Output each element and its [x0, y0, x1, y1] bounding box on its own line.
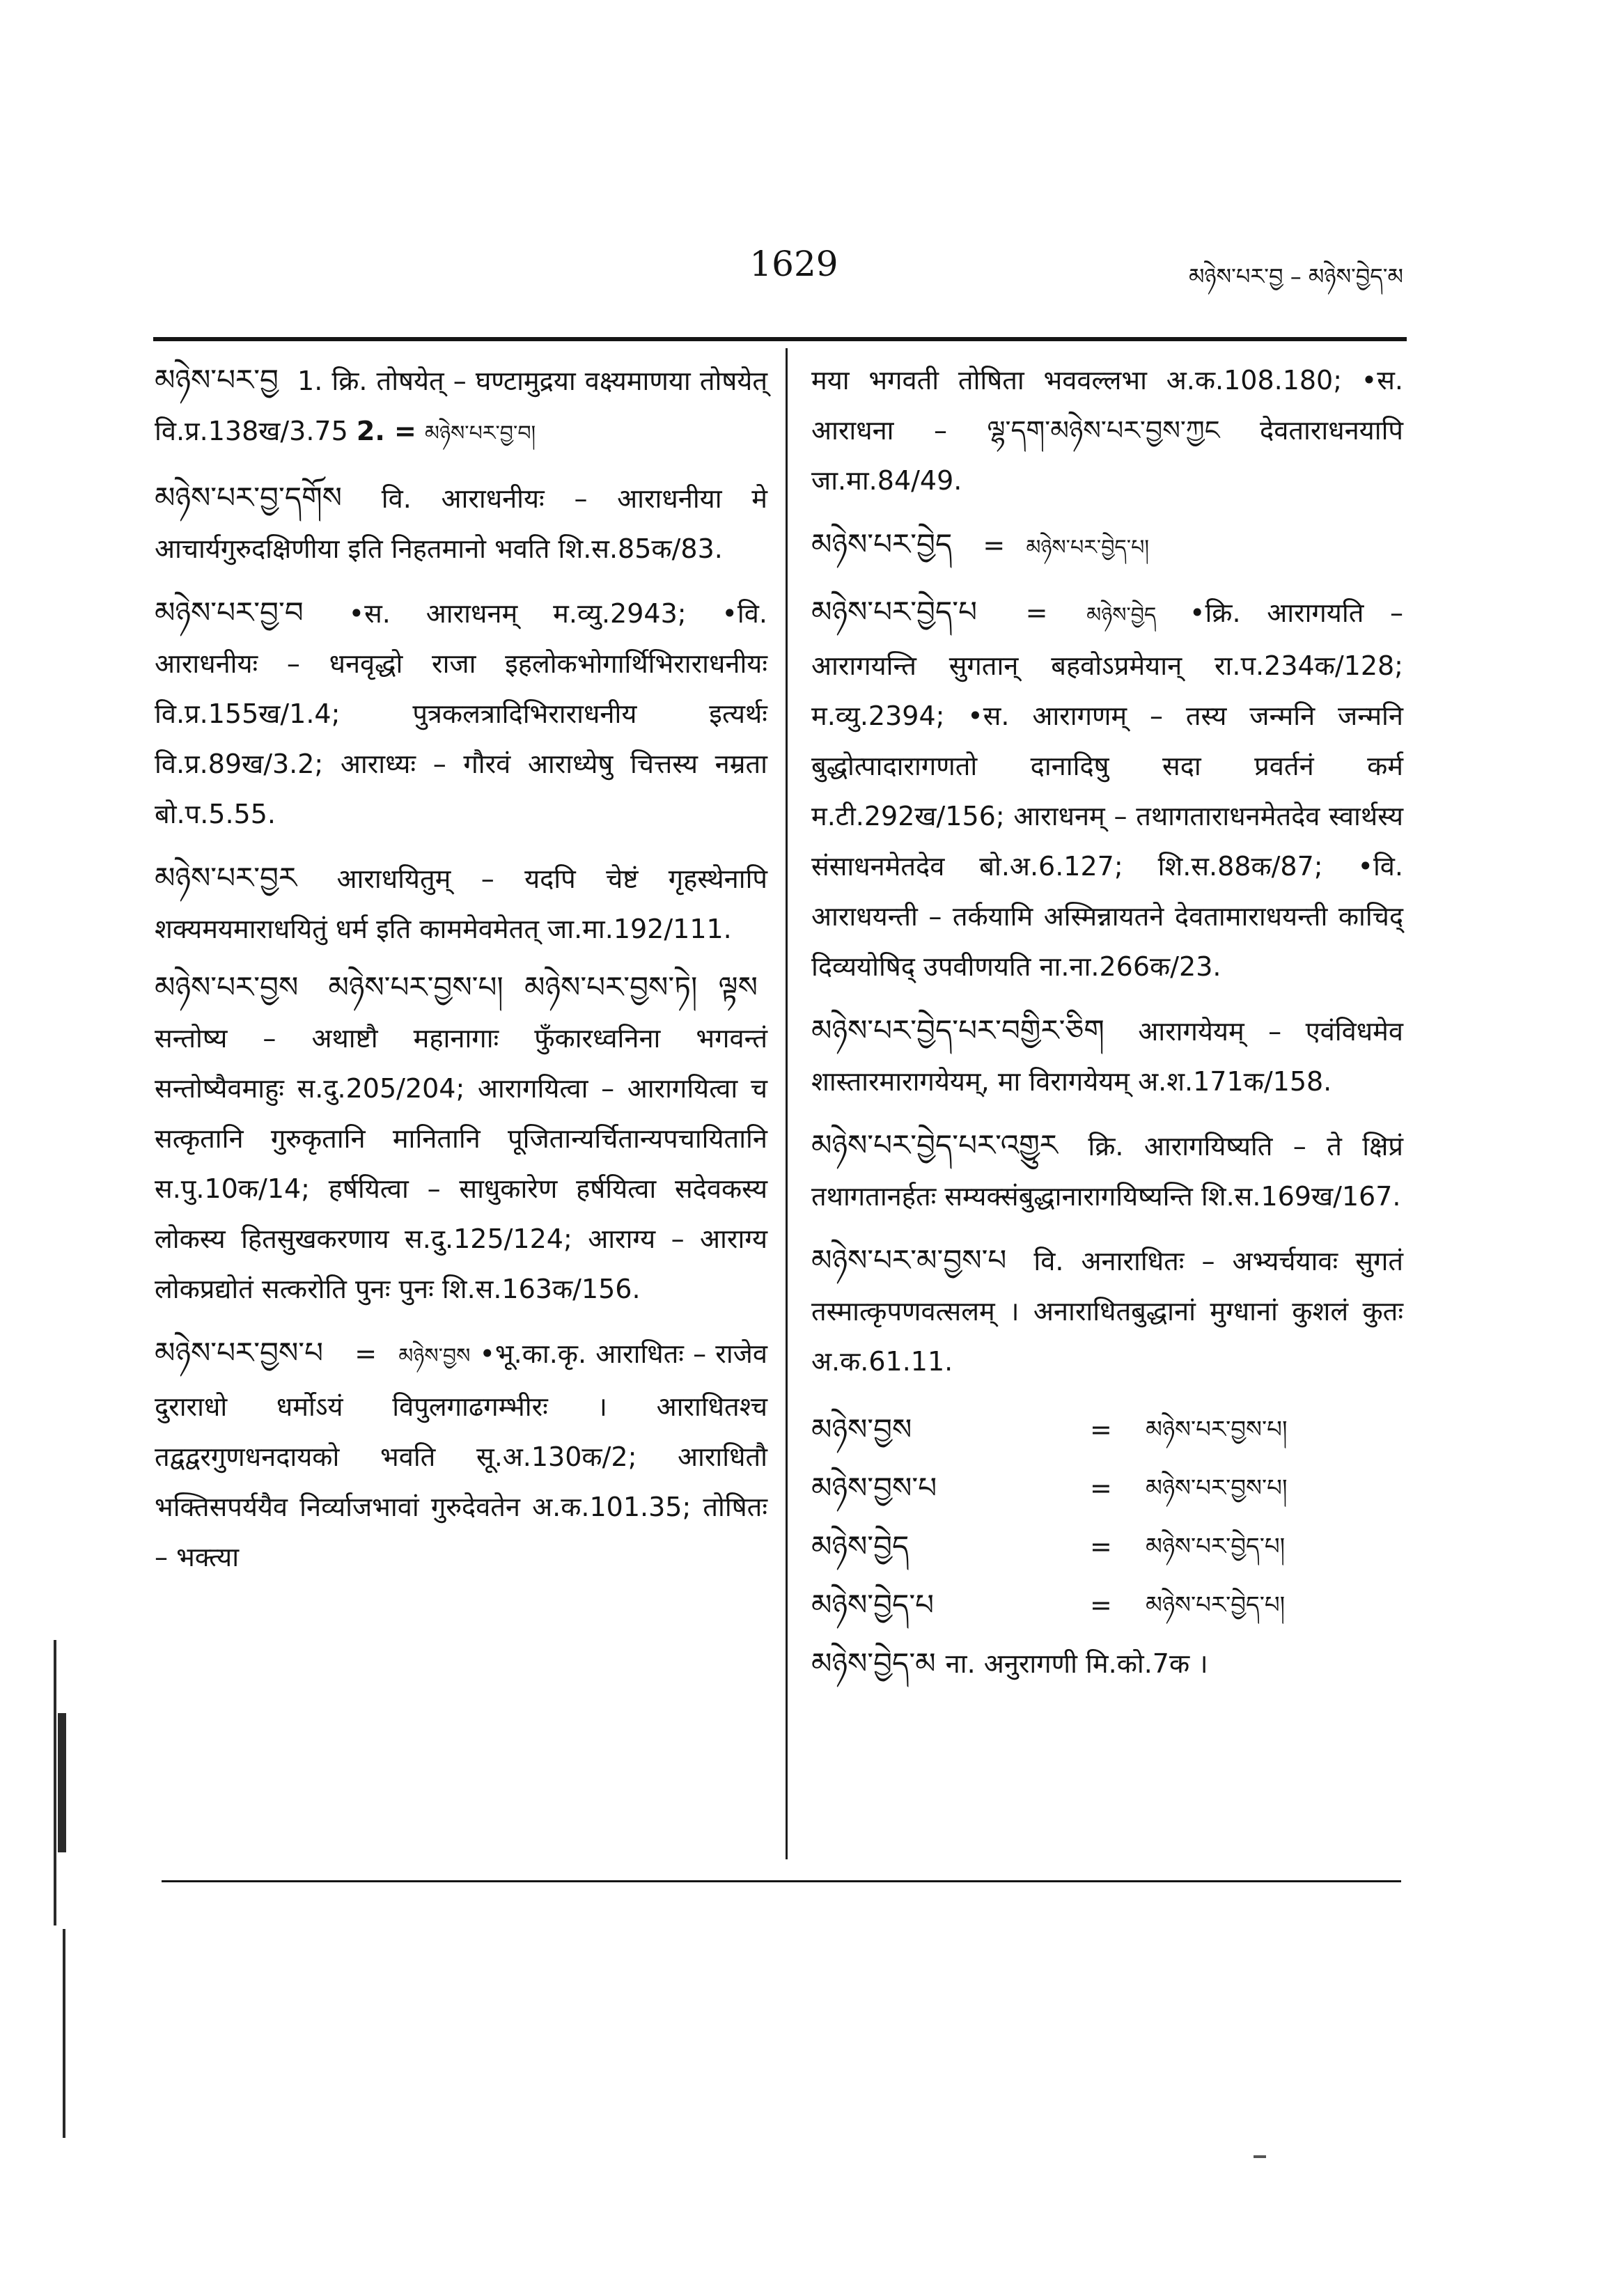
cross-ref-row — [811, 1517, 1403, 1576]
bottom-rule — [162, 1880, 1401, 1882]
cross-ref-target: མཉེས་པར་བྱེད་པ། — [1146, 1533, 1286, 1561]
entry-headword: མཉེས་པར་བྱར — [155, 861, 297, 895]
entry-variants: མཉེས་པར་བྱས་པ། མཉེས་པར་བྱས་ཏེ། ལྟས — [328, 970, 758, 1004]
top-rule — [153, 337, 1407, 341]
entry-body: वि. अनाराधितः – अभ्यर्चयावः सुगतं तस्मात्कृपणवत्सलम् । अनाराधितबुद्धानां मुग्धानां कुशलं कुतः अ.क.61.11. — [811, 1246, 1403, 1377]
entry-body: वि. आराधनीयः – आराधनीया मे आचार्यगुरुदक्षिणीया इति निहतमानो भवति शि.स.85क/83. — [155, 483, 767, 564]
dictionary-entry — [811, 1120, 1403, 1221]
entry-body: क्रि. आरागयिष्यति – ते क्षिप्रं तथागतानर्हतः सम्यक्संबुद्धानारागयिष्यन्ति शि.स.169ख/167. — [811, 1131, 1403, 1212]
equals-sign: = — [1090, 1414, 1112, 1445]
entry-headword: མཉེས་པར་བྱེད་པ — [811, 595, 978, 629]
dictionary-entry — [811, 519, 1403, 573]
dictionary-entry — [811, 1634, 1403, 1693]
cross-ref-target: མཉེས་པར་བྱེད་པ། — [1146, 1591, 1286, 1619]
entry-cross-ref: མཉེས་བྱེད — [1086, 603, 1157, 627]
scan-margin-mark — [63, 1929, 65, 2138]
column-divider — [786, 348, 788, 1859]
equals-sign: = — [1025, 597, 1048, 628]
entry-headword: མཉེས་པར་བྱ — [155, 363, 279, 397]
entry-headword: མཉེས་པར་བྱེད་པར་བགྱིར་ཅིག — [811, 1013, 1104, 1047]
dictionary-entry — [811, 1235, 1403, 1386]
cross-ref-row — [811, 1576, 1403, 1634]
dictionary-entry — [155, 588, 767, 839]
cross-ref-target: མཉེས་པར་བྱས་པ། — [1146, 1474, 1288, 1502]
cross-ref-row — [811, 1400, 1403, 1459]
entry-body: सन्तोष्य – अथाष्टौ महानागाः फुँकारध्वनिना भगवन्तं सन्तोष्यैवमाहुः स.दु.205/204; आरागयित्वा – आरागयित्वा च सत्कृतानि गुरुकृतानि मानितानि पूजितान्यर्चितान्यपचायितानि स.पु.10क/14; हर्षयित्वा – साधुकारेण हर्षयित्वा सदेवकस्य लोकस्य हितसुखकरणाय स.दु.125/124; आराग्य – आराग्य लोकप्रद्योतं सत्करोति पुनः पुनः शि.स.163क/156. — [155, 1023, 767, 1304]
entry-headword: མཉེས་པར་བྱེད — [811, 527, 953, 561]
entry-headword: མཉེས་པར་བྱེད་པར་འགྱུར — [811, 1128, 1058, 1162]
left-column — [155, 355, 767, 1596]
scan-margin-mark — [58, 1713, 66, 1852]
dictionary-entry — [155, 962, 767, 1314]
entry-headword: མཉེས་པར་བྱས — [155, 970, 299, 1004]
entry-headword: མཉེས་པར་མ་བྱས་པ — [811, 1243, 1007, 1277]
entry-headword: མཉེས་པར་བྱས་པ — [155, 1336, 324, 1370]
equals-sign: = — [1090, 1590, 1112, 1620]
entry-body: आरागयेयम् – एवंविधमेव शास्तारमारागयेयम्, मा विरागयेयम् अ.श.171क/158. — [811, 1016, 1403, 1097]
cross-ref-headword: མཉེས་བྱས — [811, 1412, 912, 1446]
entry-cross-ref: མཉེས་པར་བྱ་བ། — [424, 421, 536, 446]
equals-sign: = — [983, 530, 1006, 561]
scan-margin-mark — [54, 1640, 56, 1925]
entry-body: •भू.का.कृ. आराधितः – राजेव दुराराधो धर्मोऽयं विपुलगाढगम्भीरः । आराधितश्च तद्वद्वरगुणधनदायको भवति सू.अ.130क/2; आराधितौ भक्तिसपर्ययैव निर्व्याजभावां गुरुदेवतेन अ.क.101.35; तोषितः – भक्त्या — [155, 1338, 767, 1572]
entry-body: आराधयितुम् – यदपि चेष्टं गृहस्थेनापि शक्यमयमाराधयितुं धर्म इति काममेवमेतत् जा.मा.192/111. — [155, 864, 767, 944]
equals-sign: = — [1090, 1473, 1112, 1503]
entry-cross-ref: མཉེས་བྱས — [398, 1344, 471, 1368]
dictionary-entry — [811, 587, 1403, 992]
entry-cross-ref: མཉེས་པར་བྱེད་པ། — [1026, 536, 1149, 560]
entry-headword: མཉེས་པར་བྱ་དགོས — [155, 481, 343, 515]
dictionary-entry — [155, 355, 767, 459]
dictionary-entry — [811, 1006, 1403, 1107]
cross-ref-headword: མཉེས་བྱེད་པ — [811, 1588, 935, 1622]
entry-sense-number: 2. = — [356, 416, 416, 446]
entry-body: •क्रि. आरागयति – आरागयन्ति सुगतान् बहवोऽप्रमेयान् रा.प.234क/128; म.व्यु.2394; •स. आरागणम् – तस्य जन्मनि जन्मनि बुद्धोत्पादारागणतो दानादिषु सदा प्रवर्तनं कर्म म.टी.292ख/156; आराधनम् – तथागताराधनमेतदेव स्वार्थस्य संसाधनमेतदेव बो.अ.6.127; शि.स.88क/87; •वि. आराधयन्ती – तर्कयामि अस्मिन्नायतने देवतामाराधयन्ती काचिद् दिव्ययोषिद् उपवीणयति ना.ना.266क/23. — [811, 597, 1403, 982]
cross-ref-headword: མཉེས་བྱེད — [811, 1529, 909, 1563]
dictionary-entry — [155, 1328, 767, 1582]
entry-continuation: मया भगवती तोषिता भववल्लभा अ.क.108.180; •स. आराधना – ལྷ་དག་མཉེས་པར་བྱས་ཀྱང देवताराधनयापि जा.मा.84/49. — [811, 365, 1403, 496]
cross-ref-row — [811, 1459, 1403, 1517]
entry-body: •स. आराधनम् म.व्यु.2943; •वि. आराधनीयः – धनवृद्धो राजा इहलोकभोगार्थिभिराराधनीयः वि.प्र.155ख/1.4; पुत्रकलत्रादिभिराराधनीय इत्यर्थः वि.प्र.89ख/3.2; आराध्यः – गौरवं आराध्येषु चित्तस्य नम्रता बो.प.5.55. — [155, 598, 767, 829]
entry-headword: མཉེས་བྱེད་མ — [811, 1646, 936, 1680]
dictionary-entry — [155, 853, 767, 954]
equals-sign: = — [1090, 1531, 1112, 1562]
cross-ref-target: མཉེས་པར་བྱས་པ། — [1146, 1416, 1288, 1444]
page-number: 1629 — [749, 244, 838, 284]
scan-speck — [1254, 2155, 1266, 2158]
dictionary-entry — [155, 473, 767, 574]
entry-body: ना. अनुरागणी मि.को.7क । — [945, 1648, 1208, 1679]
entry-headword: མཉེས་པར་བྱ་བ — [155, 595, 304, 630]
header-entry-range: མཉེས་པར་བྱ – མཉེས་བྱེད་མ — [1188, 263, 1403, 290]
entry-body: 1. क्रि. तोषयेत् – घण्टामुद्रया वक्ष्यमाणया तोषयेत् वि.प्र.138ख/3.75 — [155, 366, 767, 446]
right-column — [811, 355, 1403, 1693]
cross-ref-headword: མཉེས་བྱས་པ — [811, 1471, 937, 1505]
equals-sign: = — [354, 1338, 377, 1369]
